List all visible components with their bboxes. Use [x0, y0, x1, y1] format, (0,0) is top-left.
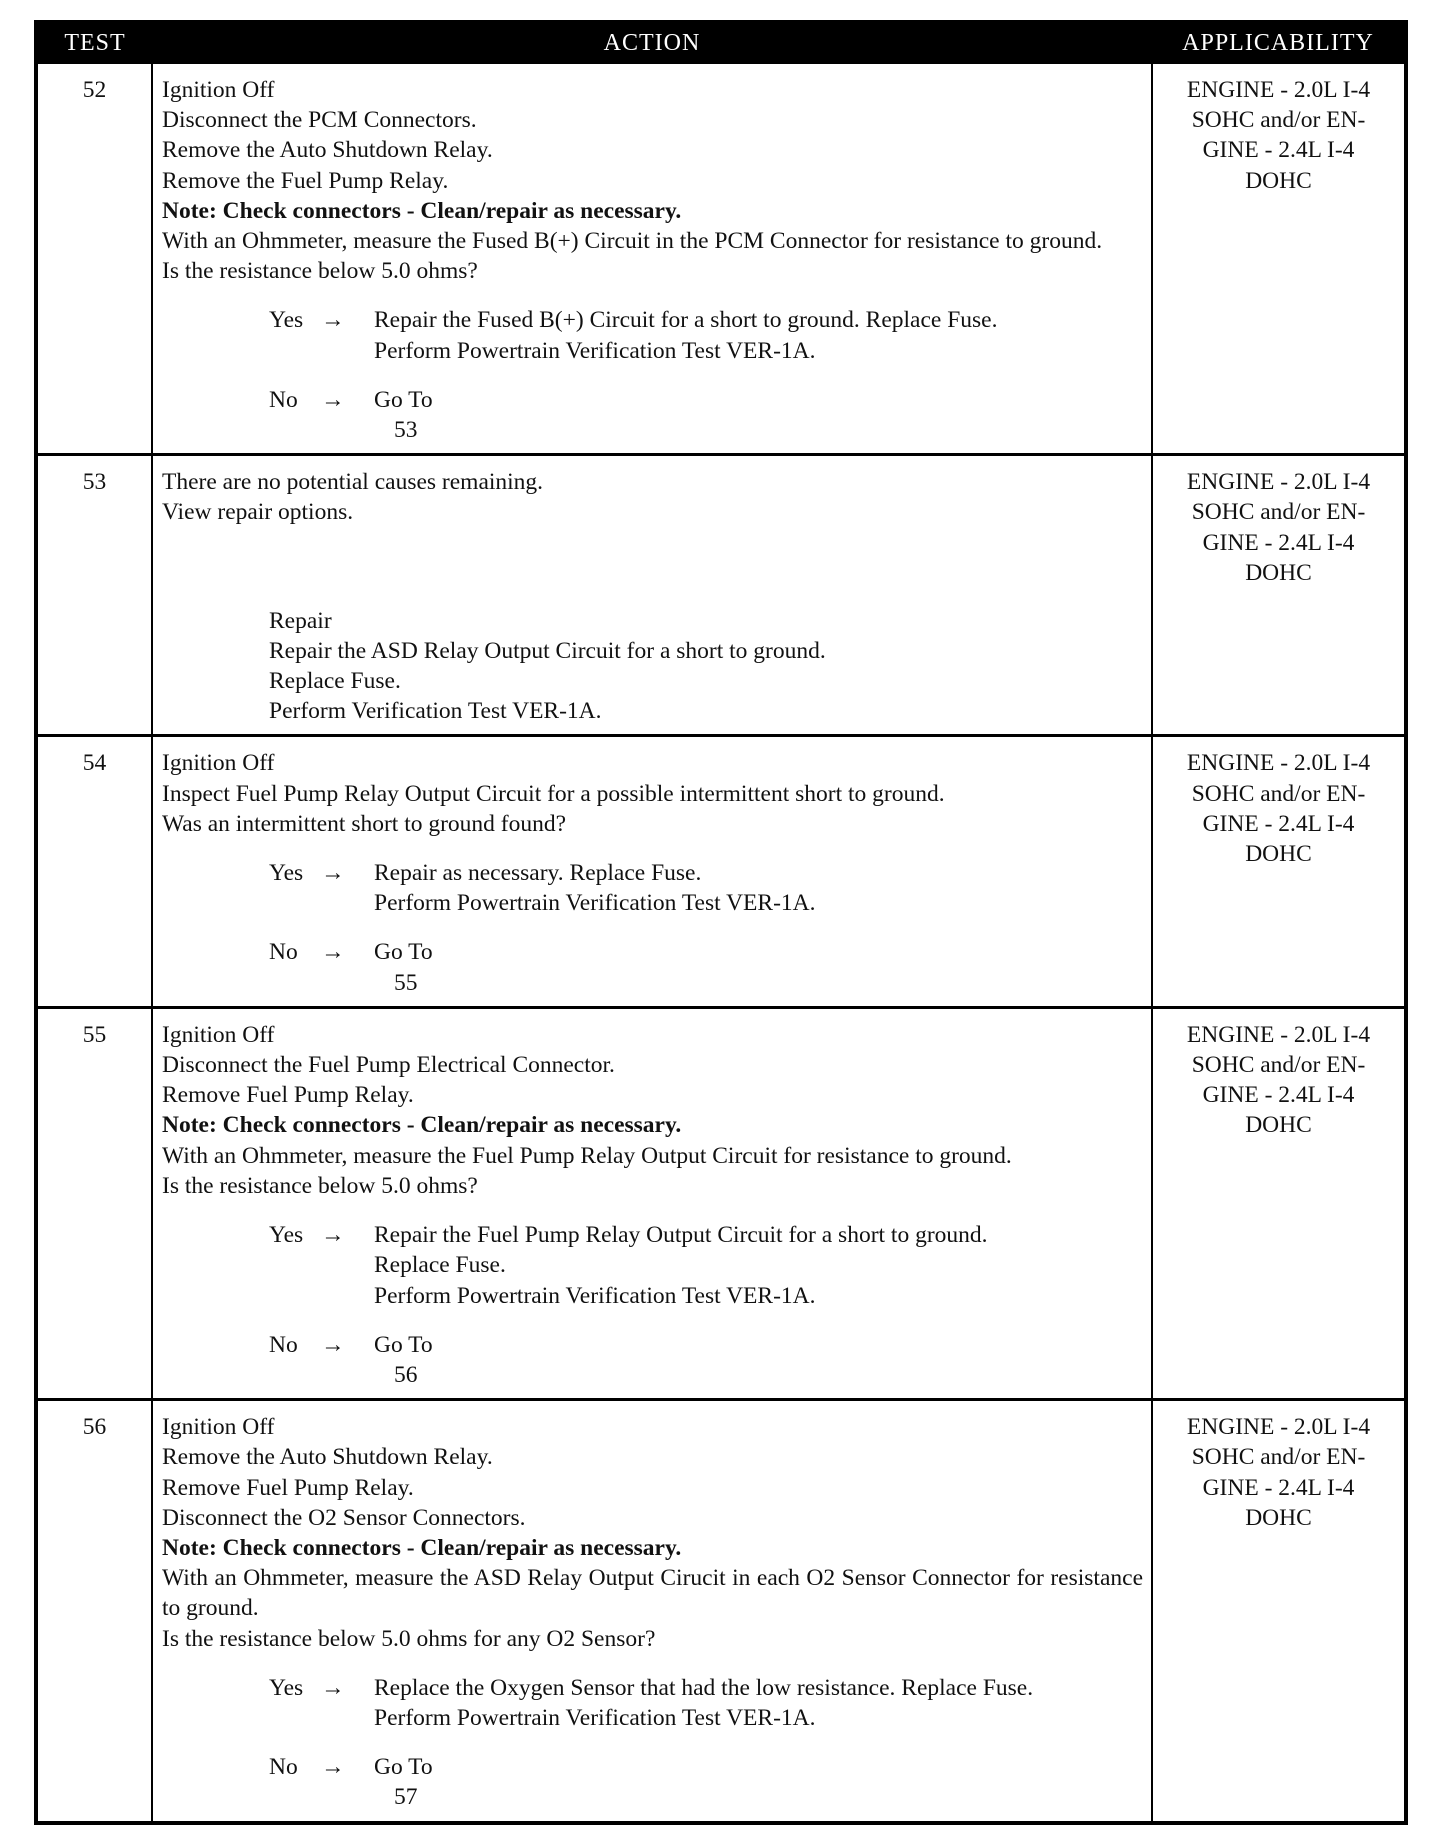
- applicability-line: GINE - 2.4L I-4: [1202, 1474, 1355, 1501]
- yes-label: Yes: [269, 1674, 304, 1701]
- action-line: Was an intermittent short to ground found?: [162, 810, 567, 837]
- note-line: Note: Check connectors - Clean/repair as necessary.: [162, 1534, 682, 1561]
- yes-action: [374, 1220, 1143, 1311]
- test-row: [36, 736, 1406, 1007]
- yes-action-line: Replace Fuse.: [374, 1252, 506, 1279]
- arrow-icon: →: [321, 860, 345, 887]
- no-label: No: [269, 939, 298, 966]
- action-line: Ignition Off: [162, 77, 275, 103]
- no-outcome: [269, 937, 1143, 997]
- applicability-line: DOHC: [1245, 1112, 1312, 1139]
- action-line: Remove Fuel Pump Relay.: [162, 1082, 414, 1109]
- diagnostic-test-page: [34, 20, 1408, 1825]
- yes-action-line: Replace the Oxygen Sensor that had the low resistance. Replace Fuse.: [374, 1674, 1034, 1701]
- arrow-icon: →: [321, 1754, 345, 1781]
- no-outcome: [269, 1752, 1143, 1812]
- action-line: With an Ohmmeter, measure the Fused B(+) Circuit in the PCM Connector for resistance to ground.: [162, 228, 1103, 255]
- no-label: No: [269, 1754, 298, 1781]
- no-label: No: [269, 386, 298, 413]
- yes-action-line: Perform Powertrain Verification Test VER-1A.: [374, 1282, 816, 1309]
- action-line: Is the resistance below 5.0 ohms?: [162, 1172, 478, 1199]
- applicability-line: DOHC: [1245, 167, 1312, 194]
- table-body: [36, 63, 1406, 1823]
- table-header-row: [36, 22, 1406, 63]
- test-number: 54: [36, 736, 152, 1007]
- arrow-icon: →: [321, 307, 345, 334]
- yes-action: [374, 1673, 1143, 1733]
- test-number: 53: [36, 455, 152, 736]
- action-line: Disconnect the Fuel Pump Electrical Connector.: [162, 1052, 615, 1079]
- applicability-line: ENGINE - 2.0L I-4: [1186, 1021, 1371, 1048]
- no-action: [374, 1330, 1143, 1390]
- yes-label: Yes: [269, 307, 304, 334]
- yes-action: [374, 858, 1143, 918]
- yes-action-line: Perform Powertrain Verification Test VER-1A.: [374, 1704, 816, 1731]
- goto-label: Go To: [374, 386, 433, 413]
- no-action: [374, 385, 1143, 445]
- action-line: Is the resistance below 5.0 ohms?: [162, 258, 478, 285]
- action-line: Remove the Fuel Pump Relay.: [162, 167, 449, 194]
- goto-label: Go To: [374, 1331, 433, 1358]
- applicability-line: ENGINE - 2.0L I-4: [1186, 469, 1371, 496]
- goto-test-number: 53: [394, 417, 418, 444]
- goto-test-number: 56: [394, 1361, 418, 1388]
- diagnostic-test-table: [34, 20, 1408, 1825]
- test-row: [36, 1007, 1406, 1399]
- no-label: No: [269, 1331, 298, 1358]
- yes-label: Yes: [269, 860, 304, 887]
- test-number: 52: [36, 63, 152, 455]
- goto-label: Go To: [374, 939, 433, 966]
- applicability-line: GINE - 2.4L I-4: [1202, 810, 1355, 837]
- yes-action-line: Perform Powertrain Verification Test VER-1A.: [374, 337, 816, 364]
- yes-outcome: [269, 305, 1143, 365]
- applicability-line: SOHC and/or EN-: [1191, 1052, 1366, 1079]
- action-line: Disconnect the PCM Connectors.: [162, 107, 477, 134]
- test-row: [36, 1400, 1406, 1823]
- applicability-cell: [1152, 455, 1406, 736]
- repair-action-line: Perform Verification Test VER-1A.: [269, 698, 602, 725]
- yes-action-line: Perform Powertrain Verification Test VER-1A.: [374, 890, 816, 917]
- test-number: 56: [36, 1400, 152, 1823]
- applicability-line: ENGINE - 2.0L I-4: [1186, 77, 1371, 103]
- test-number: 55: [36, 1007, 152, 1399]
- no-action: [374, 1752, 1143, 1812]
- applicability-line: DOHC: [1245, 841, 1312, 868]
- action-line: Inspect Fuel Pump Relay Output Circuit for a possible intermittent short to ground.: [162, 780, 945, 807]
- yes-outcome: [269, 1220, 1143, 1311]
- arrow-icon: →: [321, 1222, 345, 1249]
- applicability-line: SOHC and/or EN-: [1191, 107, 1366, 134]
- applicability-cell: [1152, 63, 1406, 455]
- repair-action-line: Repair the ASD Relay Output Circuit for a short to ground.: [269, 637, 826, 664]
- applicability-cell: [1152, 1400, 1406, 1823]
- action-line: Remove Fuel Pump Relay.: [162, 1474, 414, 1501]
- yes-action: [374, 305, 1143, 365]
- action-line: Remove the Auto Shutdown Relay.: [162, 1444, 493, 1471]
- test-row: [36, 63, 1406, 455]
- applicability-line: SOHC and/or EN-: [1191, 1444, 1366, 1471]
- arrow-icon: →: [321, 386, 345, 413]
- yes-outcome: [269, 858, 1143, 918]
- action-cell: [152, 1400, 1152, 1823]
- repair-action-line: Replace Fuse.: [269, 668, 401, 695]
- action-line: With an Ohmmeter, measure the Fuel Pump Relay Output Circuit for resistance to ground.: [162, 1142, 1012, 1169]
- note-line: Note: Check connectors - Clean/repair as necessary.: [162, 1112, 682, 1139]
- arrow-icon: →: [321, 1674, 345, 1701]
- repair-label: Repair: [269, 607, 332, 634]
- applicability-line: GINE - 2.4L I-4: [1202, 137, 1355, 164]
- yes-action-line: Repair the Fused B(+) Circuit for a short to ground. Replace Fuse.: [374, 307, 998, 334]
- action-line: View repair options.: [162, 499, 354, 526]
- action-line: With an Ohmmeter, measure the ASD Relay Output Cirucit in each O2 Sensor Connector for resistance to ground.: [162, 1565, 1143, 1622]
- action-line: There are no potential causes remaining.: [162, 469, 544, 496]
- applicability-line: SOHC and/or EN-: [1191, 780, 1366, 807]
- action-cell: [152, 736, 1152, 1007]
- applicability-line: DOHC: [1245, 559, 1312, 586]
- action-line: Is the resistance below 5.0 ohms for any O2 Sensor?: [162, 1625, 656, 1652]
- action-cell: [152, 455, 1152, 736]
- note-line: Note: Check connectors - Clean/repair as necessary.: [162, 197, 682, 224]
- applicability-line: DOHC: [1245, 1504, 1312, 1531]
- action-cell: [152, 63, 1152, 455]
- no-outcome: [269, 1330, 1143, 1390]
- yes-action-line: Repair the Fuel Pump Relay Output Circuit for a short to ground.: [374, 1222, 988, 1249]
- arrow-icon: →: [321, 1331, 345, 1358]
- yes-action-line: Repair as necessary. Replace Fuse.: [374, 860, 702, 887]
- applicability-line: ENGINE - 2.0L I-4: [1186, 1414, 1371, 1441]
- action-line: Disconnect the O2 Sensor Connectors.: [162, 1504, 526, 1531]
- yes-label: Yes: [269, 1222, 304, 1249]
- header-applicability: APPLICABILITY: [1152, 22, 1406, 63]
- applicability-line: GINE - 2.4L I-4: [1202, 1082, 1355, 1109]
- no-action: [374, 937, 1143, 997]
- goto-test-number: 57: [394, 1784, 418, 1811]
- header-action: ACTION: [152, 22, 1152, 63]
- action-line: Remove the Auto Shutdown Relay.: [162, 137, 493, 164]
- action-cell: [152, 1007, 1152, 1399]
- applicability-cell: [1152, 1007, 1406, 1399]
- applicability-cell: [1152, 736, 1406, 1007]
- no-outcome: [269, 385, 1143, 445]
- test-row: [36, 455, 1406, 736]
- applicability-line: SOHC and/or EN-: [1191, 499, 1366, 526]
- yes-outcome: [269, 1673, 1143, 1733]
- repair-action: [269, 636, 1143, 727]
- header-test: TEST: [36, 22, 152, 63]
- action-line: Ignition Off: [162, 750, 275, 777]
- action-line: Ignition Off: [162, 1021, 275, 1048]
- applicability-line: ENGINE - 2.0L I-4: [1186, 750, 1371, 777]
- action-line: Ignition Off: [162, 1414, 275, 1441]
- arrow-icon: →: [321, 939, 345, 966]
- applicability-line: GINE - 2.4L I-4: [1202, 529, 1355, 556]
- goto-test-number: 55: [394, 969, 418, 996]
- goto-label: Go To: [374, 1754, 433, 1781]
